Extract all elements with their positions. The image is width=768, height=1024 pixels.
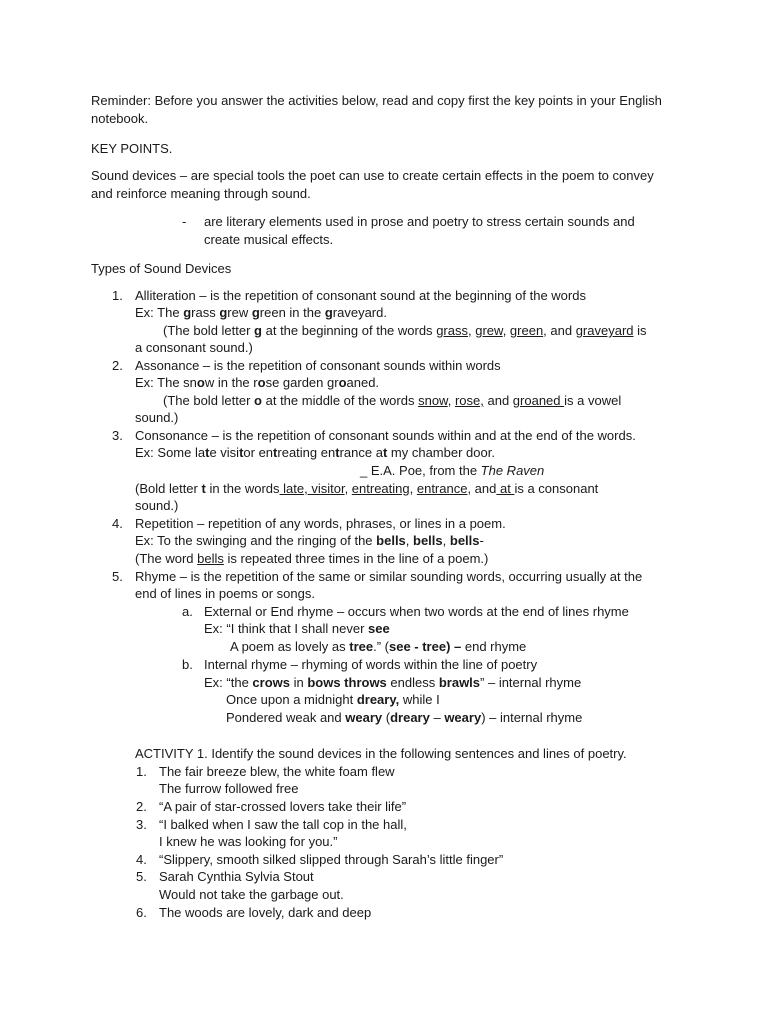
definition-line-1: are literary elements used in prose and poetry to stress certain sounds and [204,214,635,229]
consonance-note: (Bold letter t in the words late, visitor, entreating, entrance, and at is a consonant [135,481,599,496]
sub-item-b: b. [182,657,193,672]
item-number-4: 4. [112,516,123,531]
definition-dash: - [182,214,187,229]
poe-credit: _ E.A. Poe, from the The Raven [360,463,545,478]
activity-line: Would not take the garbage out. [159,887,344,902]
activity-number: 6. [136,905,147,920]
assonance-note-end: sound.) [135,410,179,425]
external-rhyme-example-2: A poem as lovely as tree.” (see - tree) – end rhyme [230,639,527,654]
rhyme-definition: Rhyme – is the repetition of the same or similar sounding words, occurring usually at the [135,569,643,584]
item-number-3: 3. [112,428,123,443]
external-rhyme-example: Ex: “I think that I shall never see [204,621,390,636]
assonance-definition: Assonance – is the repetition of consonant sounds within words [135,358,501,373]
activity-line: “Slippery, smooth silked slipped through Sarah’s little finger” [159,852,504,867]
internal-rhyme-line-3: Pondered weak and weary (dreary – weary) – internal rhyme [226,710,583,725]
activity-line: The woods are lovely, dark and deep [159,905,372,920]
activity-line: “I balked when I saw the tall cop in the hall, [159,817,407,832]
repetition-definition: Repetition – repetition of any words, phrases, or lines in a poem. [135,516,506,531]
alliteration-note-end: a consonant sound.) [135,340,253,355]
alliteration-note: (The bold letter g at the beginning of the words grass, grew, green, and graveyard is [163,323,647,338]
activity-line: The fair breeze blew, the white foam flew [159,764,395,779]
repetition-example: Ex: To the swinging and the ringing of the bells, bells, bells- [135,533,484,548]
sound-devices-definition: Sound devices – are special tools the poet can use to create certain effects in the poem to convey and reinforce meaning through sound. [91,168,654,201]
item-number-2: 2. [112,358,123,373]
consonance-definition: Consonance – is the repetition of consonant sounds within and at the end of the words. [135,428,636,443]
assonance-note: (The bold letter o at the middle of the words snow, rose, and groaned is a vowel [163,393,622,408]
rhyme-definition-cont: end of lines in poems or songs. [135,586,315,601]
activity-line: The furrow followed free [159,781,299,796]
alliteration-definition: Alliteration – is the repetition of consonant sound at the beginning of the words [135,288,586,303]
item-number-5: 5. [112,569,123,584]
activity-number: 1. [136,764,147,779]
external-rhyme-definition: External or End rhyme – occurs when two words at the end of lines rhyme [204,604,629,619]
assonance-example: Ex: The snow in the rose garden groaned. [135,375,380,390]
reminder-paragraph: Reminder: Before you answer the activities below, read and copy first the key points in your English notebook. [91,93,662,126]
internal-rhyme-example: Ex: “the crows in bows throws endless brawls” – internal rhyme [204,675,582,690]
key-points-heading: KEY POINTS. [91,141,173,156]
consonance-example: Ex: Some late visitor entreating entrance at my chamber door. [135,445,495,460]
sub-item-a: a. [182,604,193,619]
activity-number: 2. [136,799,147,814]
internal-rhyme-line-2: Once upon a midnight dreary, while I [226,692,440,707]
activity-line: “A pair of star-crossed lovers take their life” [159,799,407,814]
activity-number: 5. [136,869,147,884]
types-heading: Types of Sound Devices [91,261,232,276]
activity-number: 3. [136,817,147,832]
consonance-note-end: sound.) [135,498,179,513]
item-number-1: 1. [112,288,123,303]
repetition-note: (The word bells is repeated three times in the line of a poem.) [135,551,489,566]
activity-heading: ACTIVITY 1. Identify the sound devices in the following sentences and lines of poetry. [135,746,627,761]
internal-rhyme-definition: Internal rhyme – rhyming of words within the line of poetry [204,657,538,672]
definition-line-2: create musical effects. [204,232,334,247]
activity-line: Sarah Cynthia Sylvia Stout [159,869,314,884]
activity-number: 4. [136,852,147,867]
activity-line: I knew he was looking for you.” [159,834,338,849]
alliteration-example: Ex: The grass grew green in the graveyard. [135,305,387,320]
